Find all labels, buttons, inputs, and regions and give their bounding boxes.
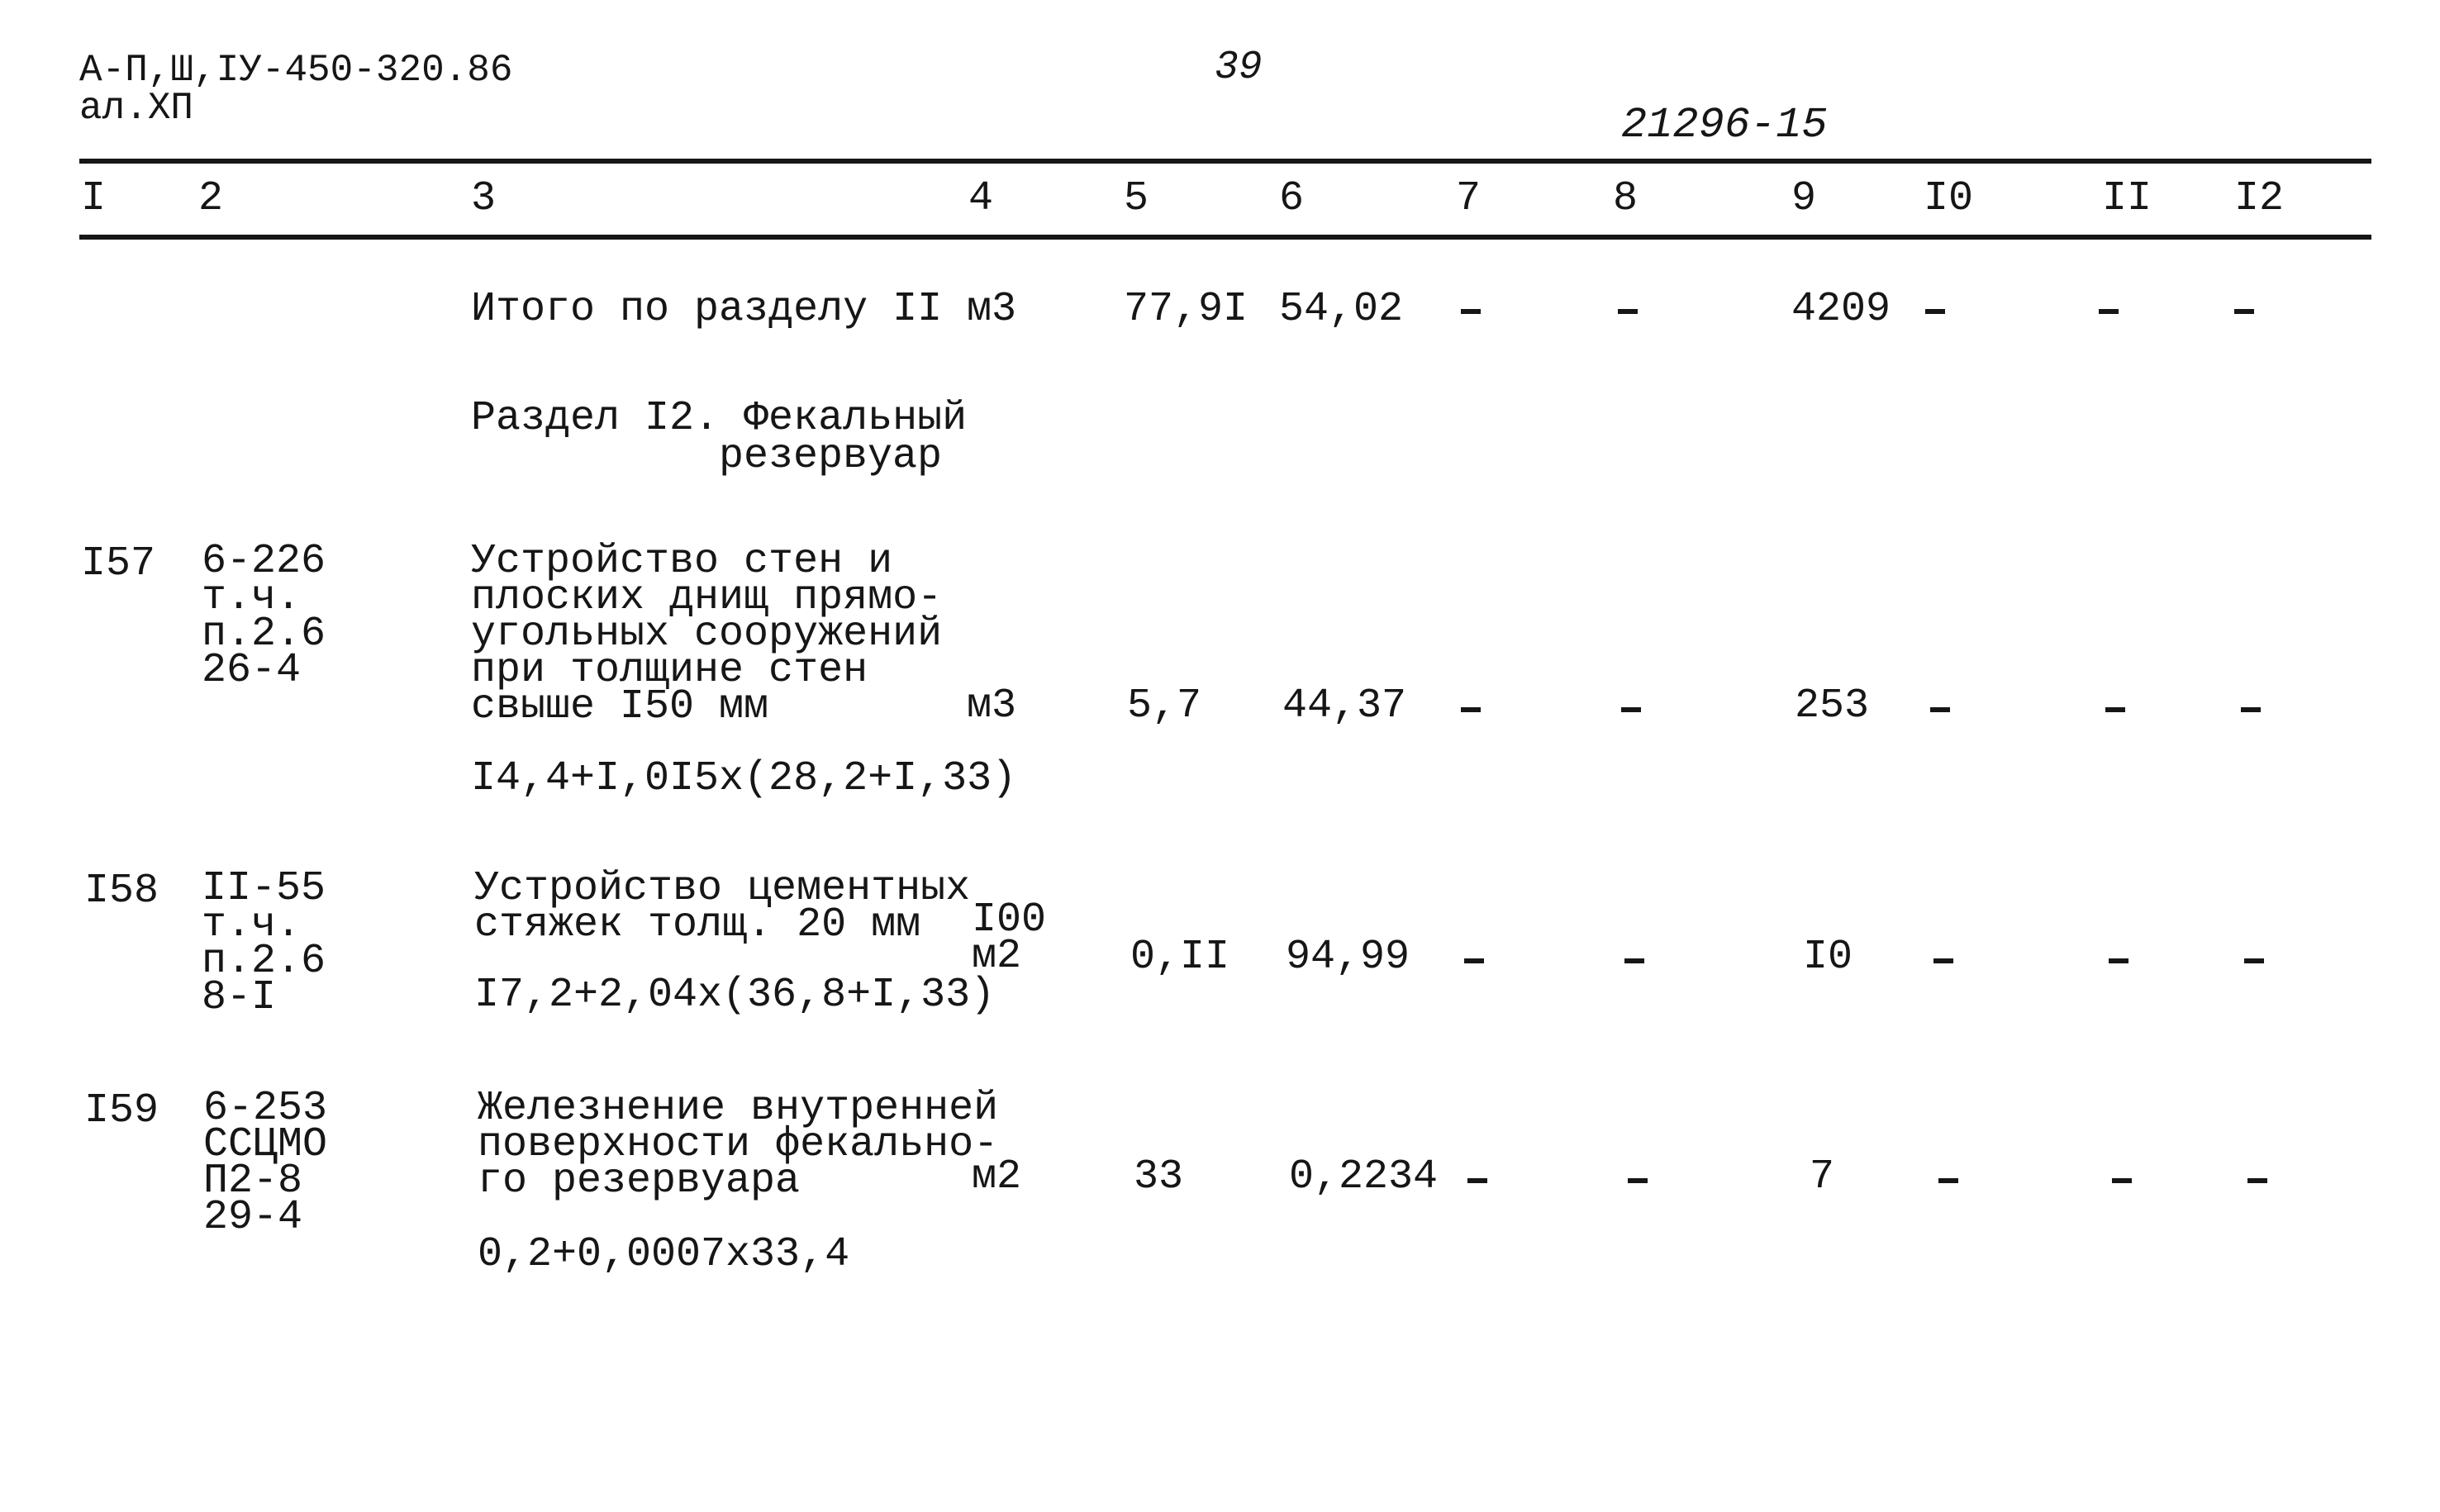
column-9-cell: 253: [1795, 682, 1870, 730]
column-header: 2: [198, 175, 224, 222]
empty-cell-dash: [1464, 958, 1484, 963]
page-number: 39: [1215, 45, 1263, 90]
empty-cell-dash: [2099, 309, 2119, 314]
empty-cell-dash: [2112, 1178, 2132, 1183]
empty-cell-dash: [1938, 1178, 1958, 1183]
empty-cell-dash: [1467, 1178, 1487, 1183]
column-9-cell: 4209: [1791, 286, 1891, 333]
column-6-cell: 94,99: [1286, 934, 1410, 981]
album-label: ал.XП: [79, 87, 194, 130]
quantity-cell: 0,II: [1130, 934, 1230, 981]
unit-cell: м2: [972, 1153, 1022, 1201]
calculation-formula: I4,4+I,0I5х(28,2+I,33): [471, 755, 1017, 802]
empty-cell-dash: [1461, 309, 1481, 314]
column-9-cell: I0: [1803, 934, 1853, 981]
column-header: 5: [1124, 175, 1149, 222]
norm-code: 6-253 СCЦМО П2-8 29-4: [203, 1085, 328, 1241]
empty-cell-dash: [2241, 707, 2261, 712]
row-number: I59: [84, 1087, 159, 1134]
empty-cell-dash: [1621, 707, 1641, 712]
column-header: I2: [2234, 175, 2285, 222]
empty-cell-dash: [2247, 1178, 2267, 1183]
quantity-cell: 77,9I: [1124, 286, 1249, 333]
empty-cell-dash: [1930, 707, 1950, 712]
empty-cell-dash: [1933, 958, 1953, 963]
work-description: Устройство стен и плоских днищ прямо- угольных сооружений при толщине стен свыше I50 мм: [471, 538, 943, 730]
calculation-formula: I7,2+2,04х(36,8+I,33): [474, 972, 996, 1019]
norm-code: II-55 т.ч. п.2.6 8-I: [202, 865, 326, 1021]
work-description: Устройство цементных стяжек толщ. 20 мм: [474, 865, 971, 949]
column-header: I: [81, 175, 107, 222]
column-header: 6: [1279, 175, 1305, 222]
column-header: II: [2102, 175, 2152, 222]
calculation-formula: 0,2+0,0007х33,4: [478, 1231, 850, 1278]
section-title: Раздел I2. Фекальный: [471, 395, 968, 442]
norm-code: 6-226 т.ч. п.2.6 26-4: [202, 538, 326, 694]
unit-cell: м3: [967, 682, 1017, 730]
empty-cell-dash: [1624, 958, 1644, 963]
inventory-number: 21296-15: [1621, 101, 1828, 150]
table-top-rule: [79, 159, 2371, 164]
column-header: 4: [968, 175, 994, 222]
empty-cell-dash: [2109, 958, 2128, 963]
empty-cell-dash: [2105, 707, 2125, 712]
header-bottom-rule: [79, 235, 2371, 240]
quantity-cell: 33: [1134, 1153, 1184, 1201]
empty-cell-dash: [1925, 309, 1945, 314]
column-6-cell: 0,2234: [1289, 1153, 1439, 1201]
column-header: 7: [1456, 175, 1482, 222]
empty-cell-dash: [1618, 309, 1638, 314]
document-code: А-П,Ш,IУ-450-320.86: [79, 49, 513, 92]
work-description: Железнение внутренней поверхности фекально- го резервуара: [478, 1085, 999, 1205]
unit-cell: м3: [967, 286, 1017, 333]
row-number: I57: [81, 540, 156, 587]
empty-cell-dash: [1461, 707, 1481, 712]
column-header: 9: [1791, 175, 1817, 222]
column-header: I0: [1924, 175, 1974, 222]
subtotal-label: Итого по разделу II: [471, 286, 943, 333]
empty-cell-dash: [2234, 309, 2254, 314]
empty-cell-dash: [2244, 958, 2264, 963]
section-title-continuation: резервуар: [719, 433, 943, 480]
column-6-cell: 44,37: [1282, 682, 1407, 730]
column-header: 3: [471, 175, 497, 222]
quantity-cell: 5,7: [1127, 682, 1202, 730]
empty-cell-dash: [1628, 1178, 1648, 1183]
row-number: I58: [84, 868, 159, 915]
column-6-cell: 54,02: [1279, 286, 1404, 333]
column-9-cell: 7: [1810, 1153, 1835, 1201]
column-header: 8: [1613, 175, 1639, 222]
unit-cell: I00 м2: [972, 896, 1047, 980]
